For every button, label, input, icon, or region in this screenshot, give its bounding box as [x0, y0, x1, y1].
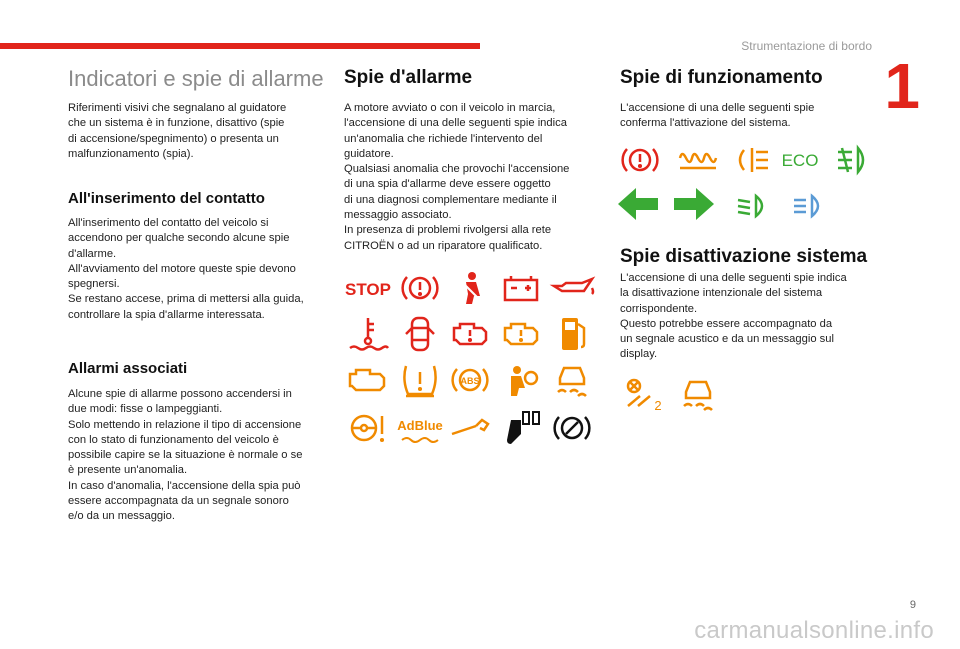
turn-left-indicator-icon	[616, 184, 660, 224]
page-title: Indicatori e spie di allarme	[68, 66, 324, 91]
section-alerts-text: Alcune spie di allarme possono accendersi in due modi: fisse o lampeggianti. Solo mettendo in relazione il tipo di accensione con lo stato di funzionamento del veicolo è possibile capire se la situazione è normale o se è presente un'anomalia. In caso d'anomalia, l'accensione della spia può essere accompagnata da un segnale sonoro e/o da un messaggio.	[68, 388, 303, 523]
section-ignition-title: All'inserimento del contatto	[68, 190, 265, 207]
warning-lights-text: A motore avviato o con il veicolo in marcia, l'accensione di una delle seguenti spie indica un'anomalia che richiede l'intervento del guidatore. Qualsiasi anomalia che provochi l'accensione di una spia d'allarme deve essere oggetto di una diagnosi complementare mediante il messaggio associato. In presenza di problemi rivolgersi alla rete CITROËN o ad un riparatore qualificato.	[344, 102, 570, 252]
dipped-beam-icon	[730, 186, 778, 226]
front-fog-light-icon	[830, 140, 878, 180]
foot-on-brake-icon	[497, 408, 545, 448]
low-fuel-icon	[548, 314, 596, 354]
power-steering-icon	[344, 408, 392, 448]
eco-label: ECO	[781, 151, 819, 170]
seatbelt-warning-icon	[446, 268, 494, 308]
main-beam-icon	[786, 186, 834, 226]
stop-label: STOP	[345, 280, 391, 299]
preheating-icon	[674, 140, 722, 180]
lane-off-number: 2	[654, 398, 662, 413]
chapter-number: 1	[884, 50, 920, 122]
watermark: carmanualsonline.info	[694, 617, 934, 644]
electric-parking-brake-icon	[616, 140, 664, 180]
section-header: Strumentazione di bordo	[741, 39, 872, 53]
coolant-temperature-icon	[344, 314, 392, 354]
service-wrench-icon	[446, 408, 494, 448]
deactivation-lights-title: Spie disattivazione sistema	[620, 246, 868, 267]
warning-lights-title: Spie d'allarme	[344, 67, 473, 88]
header-accent-bar	[0, 43, 480, 49]
eco-mode-icon	[776, 140, 824, 180]
rear-fog-light-icon	[730, 140, 778, 180]
function-lights-title: Spie di funzionamento	[620, 67, 823, 88]
engine-diagnostic-icon	[344, 360, 392, 400]
abs-warning-icon	[446, 360, 494, 400]
airbag-warning-icon	[497, 360, 545, 400]
stability-off-icon	[674, 374, 722, 414]
deactivation-lights-text: L'accensione di una delle seguenti spie indica la disattivazione intenzionale del sistema corrispondente. Questo potrebbe essere accompagnato da un segnale acustico e da un messaggio sul display.	[620, 272, 847, 361]
turn-right-indicator-icon	[672, 184, 716, 224]
engine-fault-red-icon	[446, 314, 494, 354]
page-number: 9	[909, 599, 916, 611]
adblue-warning-icon	[396, 408, 444, 448]
lane-assist-off-icon	[620, 374, 668, 414]
abs-label: ABS	[460, 376, 480, 386]
stop-warning-icon	[344, 268, 392, 308]
engine-fault-orange-icon	[497, 314, 545, 354]
oil-pressure-icon	[548, 268, 596, 308]
battery-warning-icon	[497, 268, 545, 308]
parking-brake-auto-icon	[548, 408, 596, 448]
stability-control-icon	[548, 360, 596, 400]
adblue-label: AdBlue	[397, 418, 443, 433]
function-lights-text: L'accensione di una delle seguenti spie conferma l'attivazione del sistema.	[620, 102, 815, 130]
section-ignition-text: All'inserimento del contatto del veicolo si accendono per qualche secondo alcune spie d'allarme. All'avviamento del motore queste spie devono spegnersi. Se restano accese, prima di mettersi alla guida, controllare la spia d'allarme interessata.	[68, 217, 304, 321]
intro-text: Riferimenti visivi che segnalano al guidatore che un sistema è in funzione, disattivo (spie di accensione/spegnimento) o presenta un malfunzionamento (spia).	[68, 102, 287, 160]
section-alerts-title: Allarmi associati	[68, 360, 188, 377]
door-open-icon	[396, 314, 444, 354]
brake-warning-icon	[396, 268, 444, 308]
tyre-pressure-icon	[396, 360, 444, 400]
